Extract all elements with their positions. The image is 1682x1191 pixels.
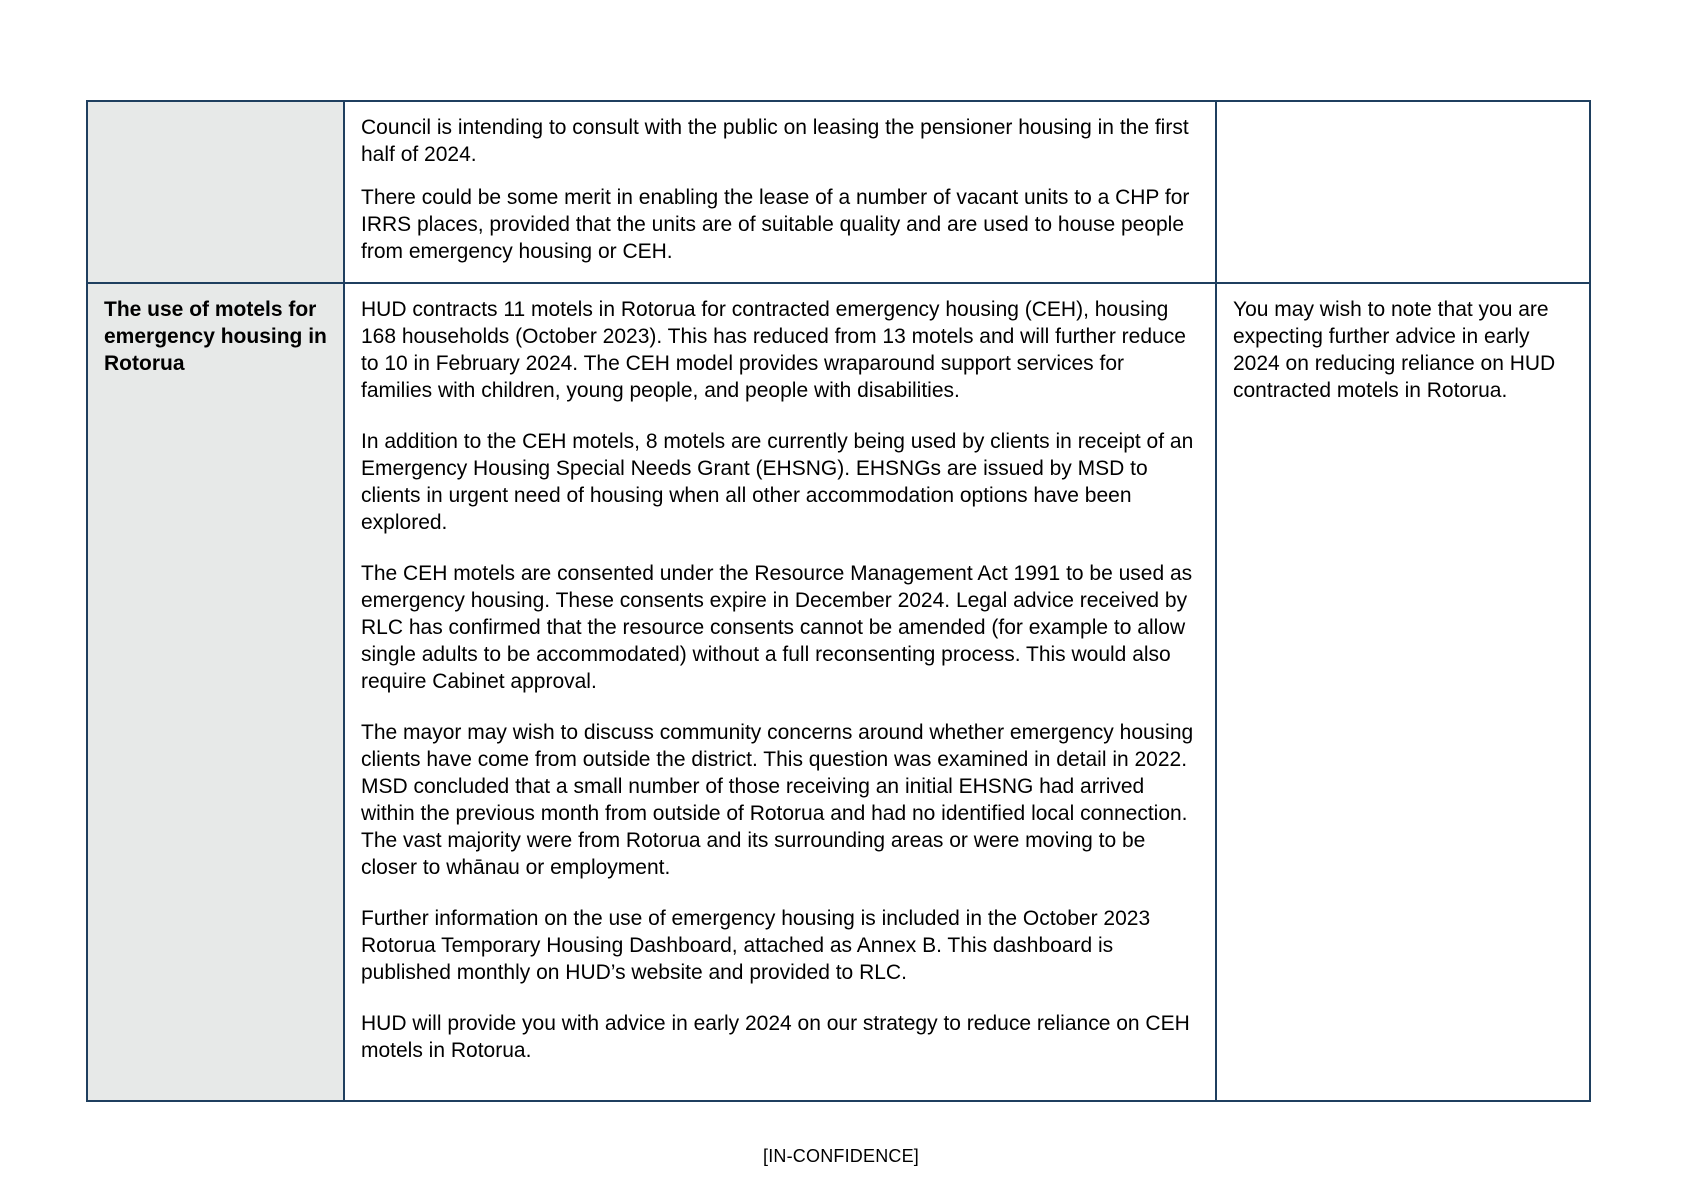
paragraph: The mayor may wish to discuss community concerns around whether emergency housing clients have come from outside the district. This question was examined in detail in 2022. MSD concluded that a small number of those receiving an initial EHSNG had arrived within the previous month from outside of Rotorua and had no identified local connection. The vast majority were from Rotorua and its surrounding areas or were moving to be closer to whānau or employment. — [361, 721, 1194, 879]
classification-footer: [IN-CONFIDENCE] — [763, 1146, 919, 1166]
table-row — [87, 283, 1590, 1101]
note-cell — [1216, 101, 1590, 283]
topic-cell — [87, 101, 344, 283]
paragraph: There could be some merit in enabling the lease of a number of vacant units to a CHP for IRRS places, provided that the units are of suitable quality and are used to house people from emergency housing or CEH. — [361, 186, 1190, 263]
comment-cell — [344, 283, 1216, 1101]
paragraph: Council is intending to consult with the public on leasing the pensioner housing in the first half of 2024. — [361, 116, 1189, 166]
briefing-table — [86, 100, 1591, 1102]
table-row — [87, 101, 1590, 283]
paragraph: The CEH motels are consented under the Resource Management Act 1991 to be used as emergency housing. These consents expire in December 2024. Legal advice received by RLC has confirmed that the resource consents cannot be amended (for example to allow single adults to be accommodated) without a full reconsenting process. This would also require Cabinet approval. — [361, 562, 1193, 693]
topic-heading: The use of motels for emergency housing in Rotorua — [104, 298, 327, 375]
paragraph: Further information on the use of emergency housing is included in the October 2023 Rotorua Temporary Housing Dashboard, attached as Annex B. This dashboard is published monthly on HUD’s website and provided to RLC. — [361, 907, 1151, 984]
note-text: You may wish to note that you are expecting further advice in early 2024 on reducing reliance on HUD contracted motels in Rotorua. — [1233, 298, 1556, 402]
note-cell — [1216, 283, 1590, 1101]
paragraph: HUD contracts 11 motels in Rotorua for contracted emergency housing (CEH), housing 168 households (October 2023). This has reduced from 13 motels and will further reduce to 10 in February 2024. The CEH model provides wraparound support services for families with children, young people, and people with disabilities. — [361, 298, 1186, 402]
paragraph: In addition to the CEH motels, 8 motels are currently being used by clients in receipt of an Emergency Housing Special Needs Grant (EHSNG). EHSNGs are issued by MSD to clients in urgent need of housing when all other accommodation options have been explored. — [361, 430, 1194, 534]
paragraph: HUD will provide you with advice in early 2024 on our strategy to reduce reliance on CEH motels in Rotorua. — [361, 1012, 1190, 1062]
topic-cell — [87, 283, 344, 1101]
comment-cell — [344, 101, 1216, 283]
